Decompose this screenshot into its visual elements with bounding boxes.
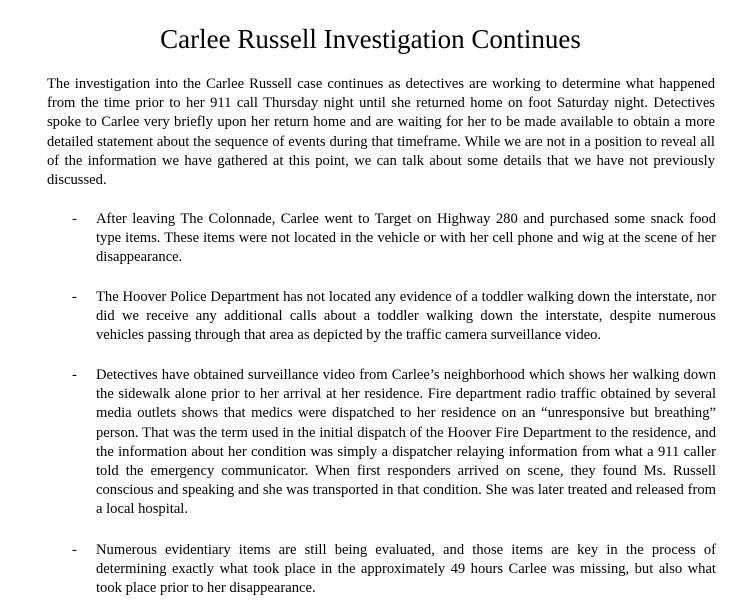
bullet-dash: - <box>72 367 77 383</box>
bullet-dash: - <box>72 211 77 227</box>
list-item-text: Numerous evidentiary items are still being evaluated, and those items are key in the process of determining exactly what took place in the approximately 49 hours Carlee was missing, but also what took place prior to her disappearance. <box>96 542 716 597</box>
intro-paragraph: The investigation into the Carlee Russell case continues as detectives are working to determine what happened from the time prior to her 911 call Thursday night until she returned home on foot Saturday night. Detectives spoke to Carlee very briefly upon her return home and are waiting for her to be made available to obtain a more detailed statement about the sequence of events during that timeframe. While we are not in a position to reveal all of the information we have gathered at this point, we can talk about some details that we have not previously discussed. <box>47 76 715 189</box>
bullet-dash: - <box>72 542 77 558</box>
list-item-text: The Hoover Police Department has not located any evidence of a toddler walking down the interstate, nor did we receive any additional calls about a toddler walking down the interstate, despite numerous vehicles passing through that area as depicted by the traffic camera surveillance video. <box>96 289 716 344</box>
page-title: Carlee Russell Investigation Continues <box>160 24 581 54</box>
bullet-dash: - <box>72 289 77 305</box>
list-item-text: Detectives have obtained surveillance video from Carlee’s neighborhood which shows her walking down the sidewalk alone prior to her arrival at her residence. Fire department radio traffic obtained by several media outlets shows that medics were dispatched to her residence on an “unresponsive but breathing” person. That was the term used in the initial dispatch of the Hoover Fire Department to the residence, and the information about her condition was simply a dispatcher relaying information from what a 911 caller told the emergency communicator. When first responders arrived on scene, they found Ms. Russell conscious and speaking and she was transported in that condition. She was later treated and released from a local hospital. <box>96 367 716 518</box>
list-item-text: After leaving The Colonnade, Carlee went to Target on Highway 280 and purchased some snack food type items. These items were not located in the vehicle or with her cell phone and wig at the scene of her disappearance. <box>96 211 716 266</box>
